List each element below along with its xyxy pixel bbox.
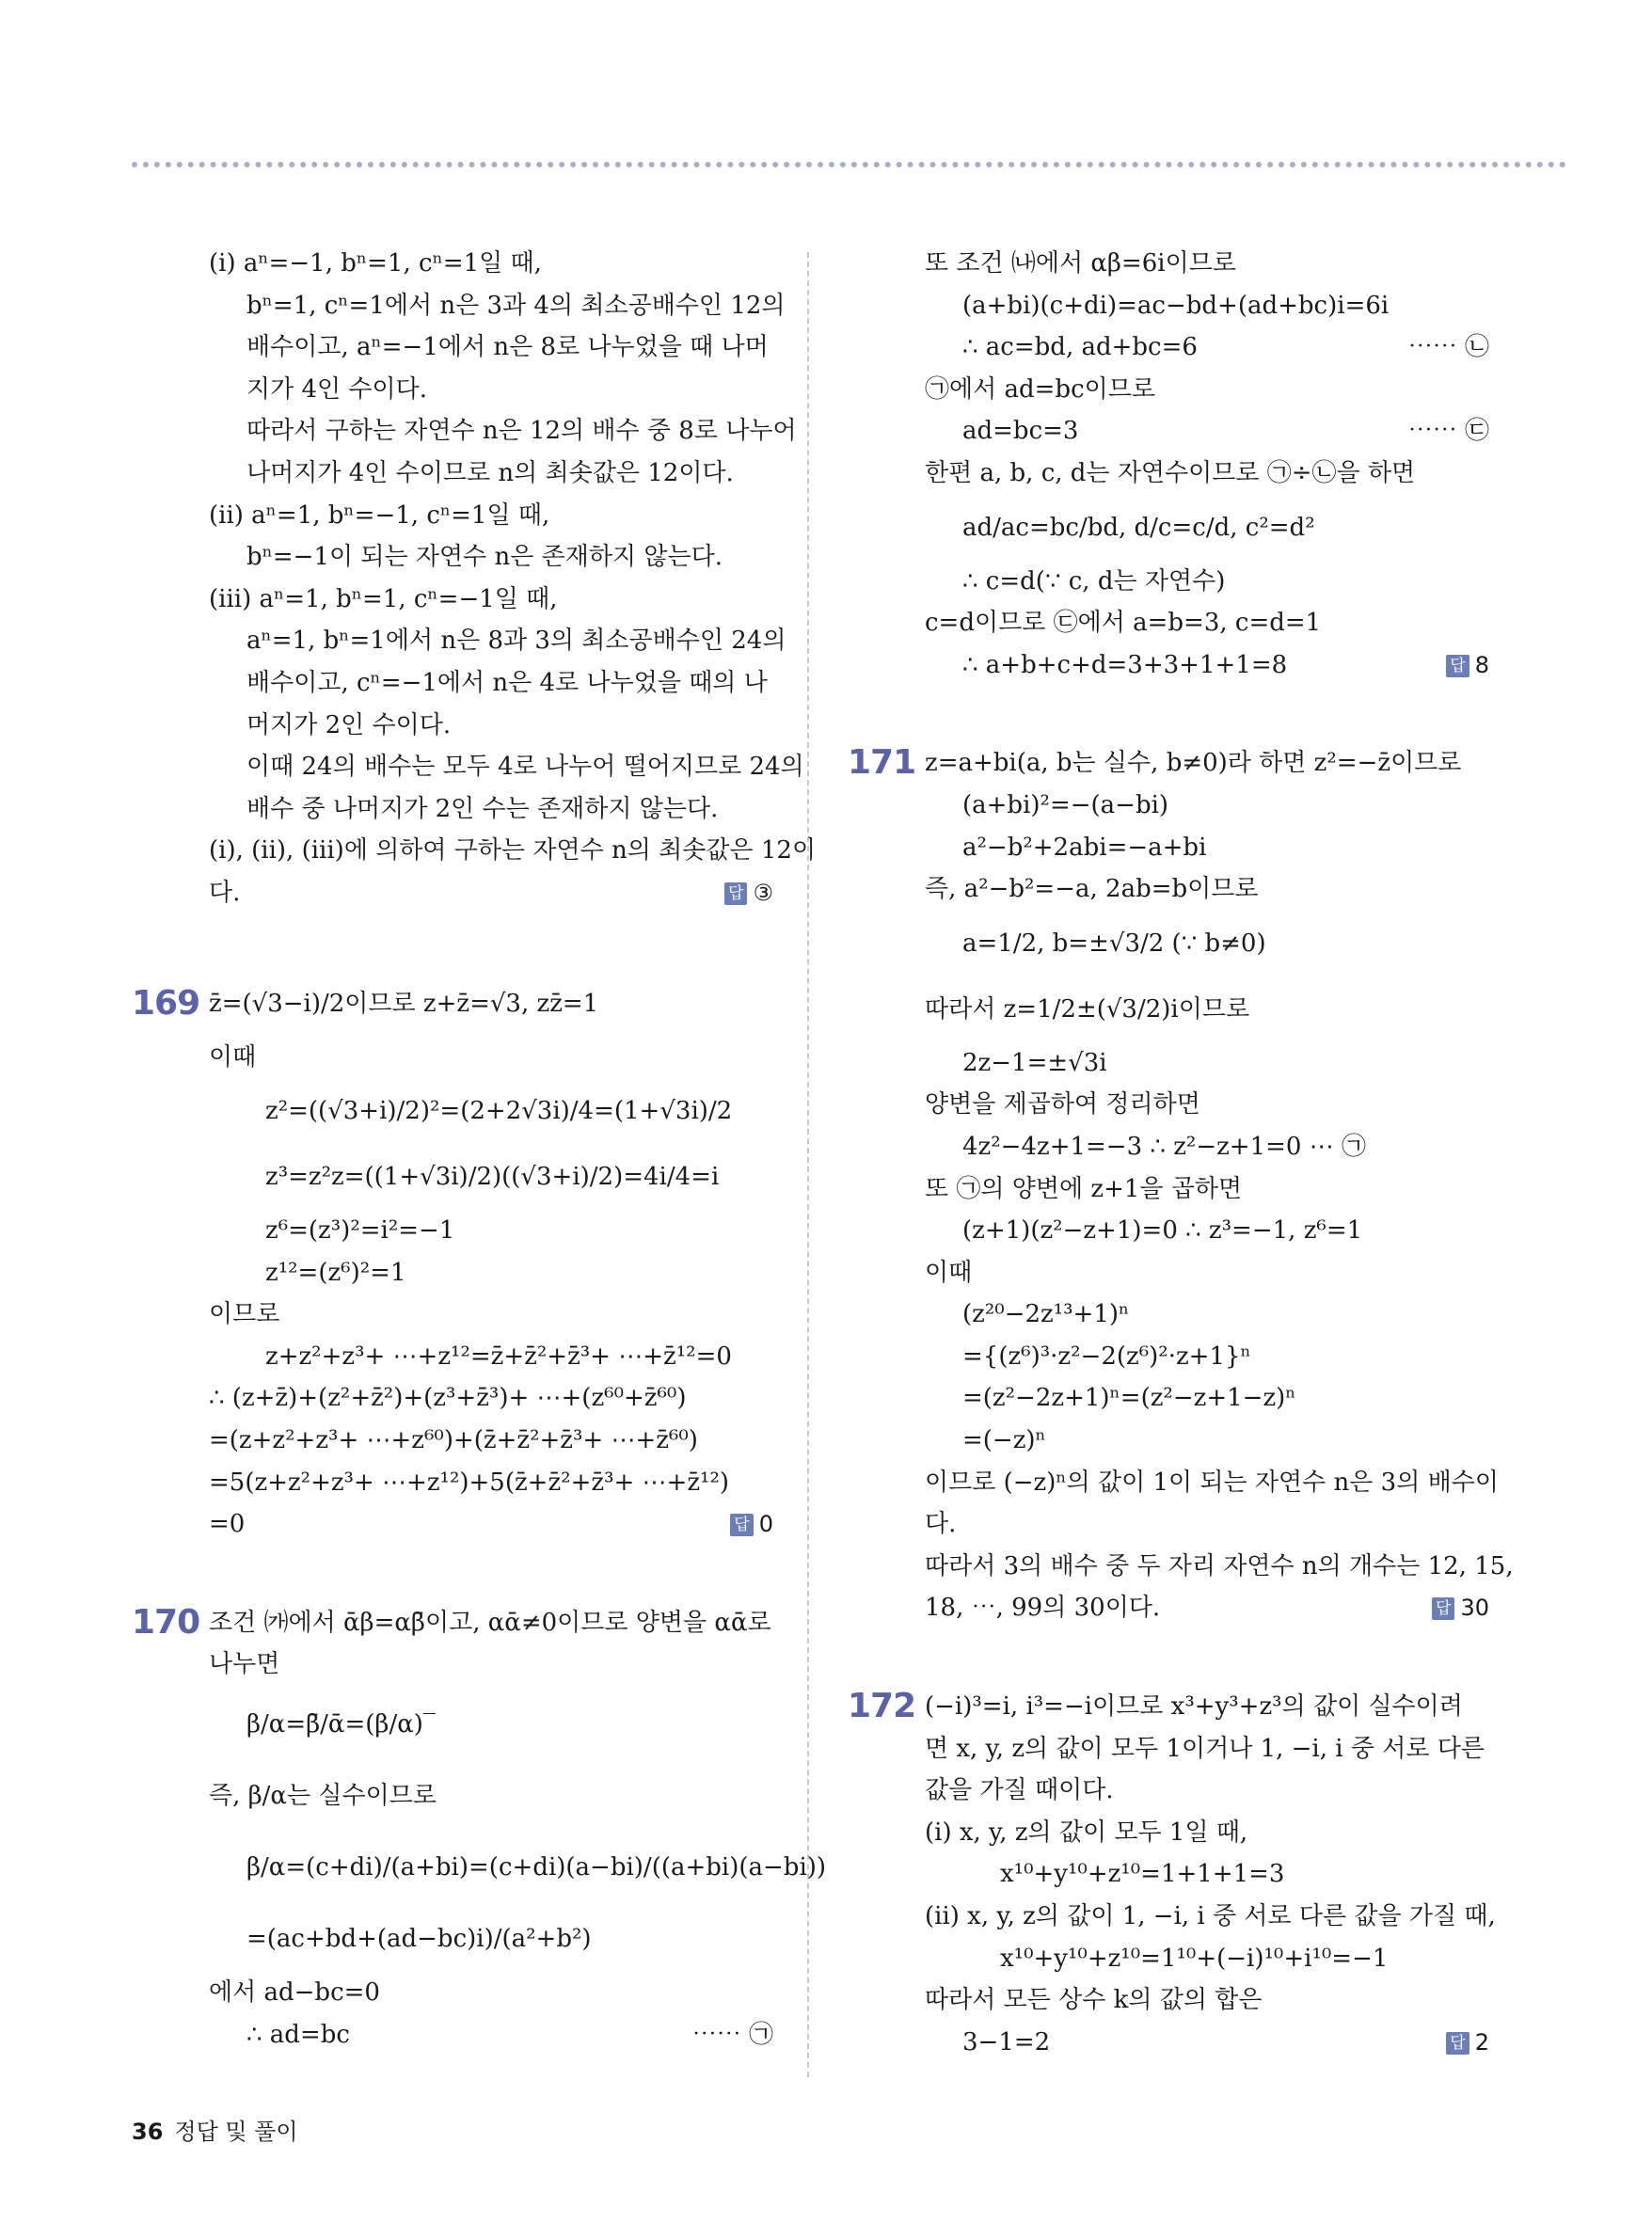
text-line: bⁿ=−1이 되는 자연수 n은 존재하지 않는다. (246, 543, 723, 572)
answer-value: 30 (1460, 1595, 1489, 1622)
text-line: z⁶=(z³)²=i²=−1 (265, 1216, 455, 1246)
text-line (925, 1587, 1489, 1629)
text-line: =(z+z²+z³+ ⋯+z⁶⁰)+(z̄+z̄²+z̄³+ ⋯+z̄⁶⁰) (209, 1426, 698, 1455)
text-line: β/α=(c+di)/(a+bi)=(c+di)(a−bi)/((a+bi)(a−bi)) (246, 1853, 827, 1882)
text-line: 따라서 모든 상수 k의 값의 합은 (925, 1986, 1263, 2015)
text-line: c=d이므로 ㉢에서 a=b=3, c=d=1 (925, 609, 1322, 638)
solution-168-continued (209, 243, 817, 914)
text-line (132, 971, 773, 1037)
answer-badge: 답 (1446, 2032, 1469, 2055)
text: ∴ a+b+c+d=3+3+1+1=8 (962, 650, 1288, 679)
equation-marker: ⋯⋯ ㉡ (1407, 333, 1489, 362)
text-line: (z+1)(z²−z+1)=0 ∴ z³=−1, z⁶=1 (962, 1216, 1363, 1246)
answer-value: ③ (753, 879, 773, 906)
text: 다. (209, 878, 241, 907)
text: ∴ ad=bc (246, 2020, 350, 2049)
text-line: ={(z⁶)³·z²−2(z⁶)²·z+1}ⁿ (962, 1342, 1251, 1371)
text-line: 따라서 구하는 자연수 n은 12의 배수 중 8로 나누어 (246, 417, 797, 446)
text-line: 배수이고, aⁿ=−1에서 n은 8로 나누었을 때 나머 (246, 333, 769, 362)
text-line: ad/ac=bc/bd, d/c=c/d, c²=d² (962, 513, 1315, 542)
text-line: 값을 가질 때이다. (925, 1776, 1114, 1805)
column-divider (807, 252, 809, 2077)
text-line: 다. (925, 1510, 957, 1539)
solution-169 (132, 971, 773, 1546)
text-line: 이때 24의 배수는 모두 4로 나누어 떨어지므로 24의 (246, 753, 804, 782)
text-line (925, 644, 1489, 687)
text-line: z+z²+z³+ ⋯+z¹²=z̄+z̄²+z̄³+ ⋯+z̄¹²=0 (265, 1342, 732, 1371)
solution-171 (848, 742, 1514, 1629)
answer (730, 1503, 773, 1546)
text-line (209, 872, 773, 914)
answer-badge: 답 (1446, 655, 1469, 677)
solution-172 (848, 1686, 1496, 2063)
answer-badge: 답 (730, 1514, 753, 1536)
text-line: 에서 ad−bc=0 (209, 1978, 380, 2008)
text: 18, ⋯, 99의 30이다. (925, 1594, 1161, 1623)
text: ∴ ac=bd, ad+bc=6 (962, 333, 1198, 362)
text-line: 한편 a, b, c, d는 자연수이므로 ㉠÷㉡을 하면 (925, 458, 1416, 487)
top-dotted-rule (132, 162, 1566, 167)
text-line: (z²⁰−2z¹³+1)ⁿ (962, 1300, 1130, 1329)
text: z̄=(√3−i)/2이므로 z+z̄=√3, zz̄=1 (209, 989, 599, 1018)
problem-number: 171 (848, 743, 916, 783)
text-line: bⁿ=1, cⁿ=1에서 n은 3과 4의 최소공배수인 12의 (246, 291, 786, 320)
text-line: 나머지가 4인 수이므로 n의 최솟값은 12이다. (246, 458, 734, 487)
text-line: ㉠에서 ad=bc이므로 (925, 374, 1155, 404)
text-line: (ⅰ), (ⅱ), (ⅲ)에 의하여 구하는 자연수 n의 최솟값은 12이 (209, 836, 817, 865)
text-line: =(−z)ⁿ (962, 1426, 1046, 1455)
text: =0 (209, 1510, 246, 1539)
text-line: z²=((√3+i)/2)²=(2+2√3i)/4=(1+√3i)/2 (265, 1097, 733, 1126)
text-line: (a+bi)(c+di)=ac−bd+(ad+bc)i=6i (962, 291, 1390, 320)
text-line: (ⅱ) x, y, z의 값이 1, −i, i 중 서로 다른 값을 가질 때, (925, 1902, 1496, 1930)
text-line: β/α=β̄/ᾱ=(β/α)‾ (246, 1710, 436, 1739)
text-line: =(ac+bd+(ad−bc)i)/(a²+b²) (246, 1925, 592, 1954)
text-line (848, 1686, 1489, 1728)
text-line: z¹²=(z⁶)²=1 (265, 1258, 406, 1287)
text-line: =5(z+z²+z³+ ⋯+z¹²)+5(z̄+z̄²+z̄³+ ⋯+z̄¹²) (209, 1468, 730, 1497)
text-line: ∴ (z+z̄)+(z²+z̄²)+(z³+z̄³)+ ⋯+(z⁶⁰+z̄⁶⁰) (209, 1384, 687, 1413)
text-line (132, 1602, 773, 1644)
text: 3−1=2 (962, 2027, 1051, 2056)
text: z=a+bi(a, b는 실수, b≠0)라 하면 z²=−z̄이므로 (925, 749, 1462, 778)
text-line (209, 1503, 773, 1546)
text-line: z³=z²z=((1+√3i)/2)((√3+i)/2)=4i/4=i (265, 1163, 720, 1192)
solution-170 (132, 1602, 827, 2056)
text-line: a=1/2, b=±√3/2 (∵ b≠0) (962, 929, 1266, 958)
text-line: 머지가 2인 수이다. (246, 710, 452, 739)
answer (1432, 1587, 1489, 1629)
problem-number: 170 (132, 1602, 200, 1642)
text-line: 또 ㉠의 양변에 z+1을 곱하면 (925, 1174, 1243, 1203)
problem-number: 172 (848, 1687, 916, 1726)
text-line: a²−b²+2abi=−a+bi (962, 833, 1207, 862)
spacer (209, 914, 773, 971)
text-line: x¹⁰+y¹⁰+z¹⁰=1+1+1=3 (1000, 1860, 1285, 1889)
text-line: 또 조건 ㈏에서 αβ=6i이므로 (925, 249, 1236, 278)
spacer (925, 686, 1489, 742)
text-line: 이때 (925, 1258, 973, 1287)
text-line: (ⅰ) x, y, z의 값이 모두 1일 때, (925, 1818, 1248, 1847)
text-line: (ⅰ) aⁿ=−1, bⁿ=1, cⁿ=1일 때, (209, 249, 542, 278)
text-line: 이므로 (209, 1300, 280, 1329)
text-line: 면 x, y, z의 값이 모두 1이거나 1, −i, i 중 서로 다른 (925, 1734, 1485, 1763)
answer-badge: 답 (1432, 1597, 1454, 1620)
answer (724, 872, 773, 914)
answer-value: 8 (1474, 651, 1489, 678)
text-line: 배수이고, cⁿ=−1에서 n은 4로 나누었을 때의 나 (246, 668, 768, 697)
text-line: 이때 (209, 1042, 257, 1072)
text-line: 즉, a²−b²=−a, 2ab=b이므로 (925, 875, 1259, 904)
equation-marker: ⋯⋯ ㉠ (691, 2020, 773, 2049)
text-line (925, 2022, 1489, 2064)
text: 조건 ㈎에서 ᾱβ=αβ̄이고, αᾱ≠0이므로 양변을 αᾱ로 (209, 1608, 771, 1637)
text-line (925, 326, 1489, 369)
page-footer (132, 2113, 298, 2146)
answer-badge: 답 (724, 882, 747, 905)
spacer (209, 1546, 773, 1602)
text-line (925, 410, 1489, 453)
right-column (848, 243, 1514, 2063)
text-line: (ⅲ) aⁿ=1, bⁿ=1, cⁿ=−1일 때, (209, 584, 558, 613)
answer (1446, 2022, 1489, 2064)
answer (1446, 644, 1489, 687)
page-number: 36 (132, 2119, 164, 2145)
text-line: ∴ c=d(∵ c, d는 자연수) (962, 566, 1226, 595)
answer-value: 0 (758, 1511, 773, 1538)
text-line (848, 742, 1489, 785)
text-line (209, 2014, 773, 2056)
text: (−i)³=i, i³=−i이므로 x³+y³+z³의 값이 실수이려 (925, 1692, 1463, 1722)
text-line: 지가 4인 수이다. (246, 374, 428, 404)
solution-170-continued (925, 243, 1489, 686)
text-line: x¹⁰+y¹⁰+z¹⁰=1¹⁰+(−i)¹⁰+i¹⁰=−1 (1000, 1944, 1389, 1973)
text-line: 따라서 z=1/2±(√3/2)i이므로 (925, 994, 1250, 1024)
problem-number: 169 (132, 983, 200, 1023)
text-line: 양변을 제곱하여 정리하면 (925, 1090, 1200, 1119)
equation-marker: ⋯⋯ ㉢ (1407, 417, 1489, 446)
text: ad=bc=3 (962, 417, 1079, 446)
text-line: =(z²−2z+1)ⁿ=(z²−z+1−z)ⁿ (962, 1384, 1296, 1413)
text-line: 즉, β/α는 실수이므로 (209, 1782, 437, 1811)
text-line: 이므로 (−z)ⁿ의 값이 1이 되는 자연수 n은 3의 배수이 (925, 1468, 1499, 1497)
footer-title: 정답 및 풀이 (174, 2119, 298, 2145)
text-line: 4z²−4z+1=−3 ∴ z²−z+1=0 ⋯ ㉠ (962, 1132, 1366, 1161)
text-line: aⁿ=1, bⁿ=1에서 n은 8과 3의 최소공배수인 24의 (246, 627, 786, 656)
left-column (132, 243, 827, 2056)
answer-value: 2 (1474, 2028, 1489, 2056)
text-line: 2z−1=±√3i (962, 1048, 1107, 1077)
text-line: 따라서 3의 배수 중 두 자리 자연수 n의 개수는 12, 15, (925, 1551, 1514, 1580)
text-line: 배수 중 나머지가 2인 수는 존재하지 않는다. (246, 794, 719, 823)
text-line: (ⅱ) aⁿ=1, bⁿ=−1, cⁿ=1일 때, (209, 500, 550, 530)
text-line: 나누면 (209, 1650, 280, 1679)
spacer (925, 1629, 1489, 1686)
text-line: (a+bi)²=−(a−bi) (962, 790, 1169, 819)
